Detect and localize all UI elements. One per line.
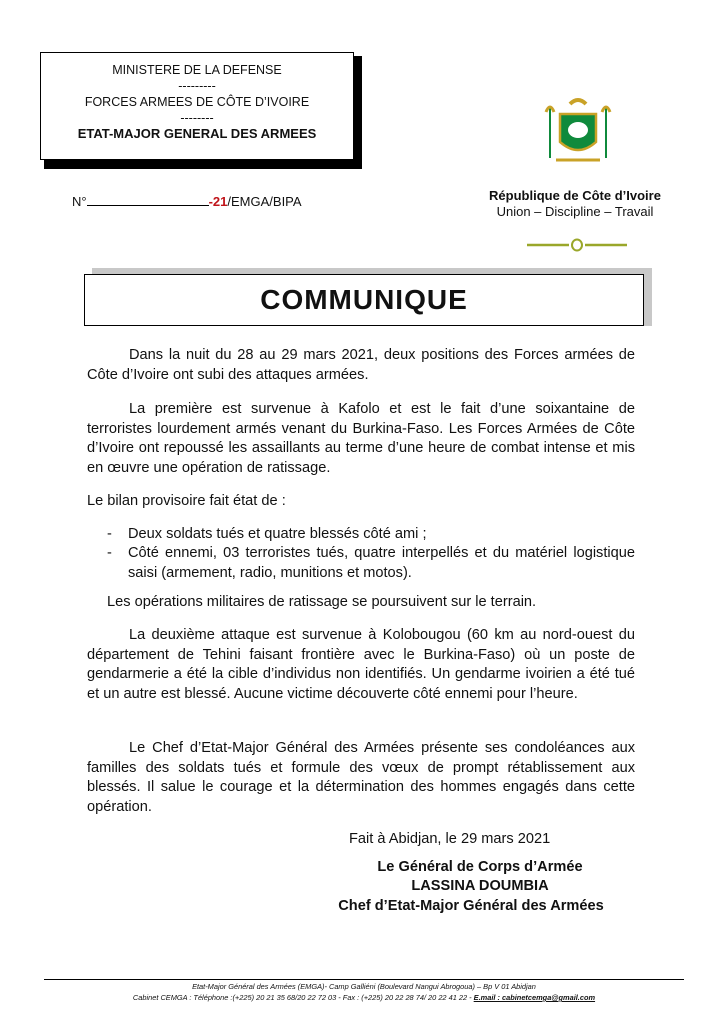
list-item — [107, 544, 635, 583]
reference-number — [72, 194, 302, 209]
reference-blank — [87, 195, 209, 206]
republic-title: République de Côte d’Ivoire — [489, 188, 661, 203]
list-item-text: Côté ennemi, 03 terroristes tués, quatre interpellés et du matériel logistique saisi (armement, radio, munitions et motos). — [128, 545, 635, 581]
list-dash: - — [107, 545, 112, 561]
header-box — [40, 52, 354, 160]
footer-address: Etat-Major Général des Armées (EMGA)- Camp Galliéni (Boulevard Nangui Abrogoua) – Bp V 01 Abidjan — [192, 982, 536, 991]
place-date: Fait à Abidjan, le 29 mars 2021 — [349, 831, 551, 847]
ministry-label: MINISTERE DE LA DEFENSE — [112, 63, 282, 77]
list-dash: - — [107, 526, 112, 542]
republic-block — [460, 188, 690, 220]
signatory-name: LASSINA DOUMBIA — [411, 878, 549, 894]
paragraph-condolences: Le Chef d’Etat-Major Général des Armées présente ses condoléances aux familles des soldats tués et formule des vœux de prompt rétablissement aux blessés. Il salue le courage et la détermination des hommes engagés dans cette opération. — [87, 740, 635, 815]
footer-contact — [44, 993, 684, 1002]
motto-ornament-icon — [527, 238, 627, 252]
list-item-text: Deux soldats tués et quatre blessés côté ami ; — [128, 526, 427, 542]
paragraph-operations: Les opérations militaires de ratissage se poursuivent sur le terrain. — [107, 594, 537, 610]
list-item — [107, 525, 635, 545]
header-separator: -------- — [180, 111, 214, 125]
paragraph-bilan: Le bilan provisoire fait état de : — [87, 493, 286, 509]
communique-title: COMMUNIQUE — [84, 274, 644, 326]
footer-email: E.mail : cabinetcemga@gmail.com — [473, 993, 596, 1002]
header-separator: --------- — [178, 79, 216, 93]
paragraph-first-attack: La première est survenue à Kafolo et est le fait d’une soixantaine de terroristes lourdement armés venant du Burkina-Faso. Les Forces Armées de Côte d’Ivoire ont repoussé les assaillants au terme d’une heure de combat intense et mis en œuvre une opération de ratissage. — [87, 401, 635, 476]
reference-year: -21 — [208, 194, 228, 209]
footer-phone-fax: Cabinet CEMGA : Téléphone :(+225) 20 21 35 68/20 22 72 03 - Fax : (+225) 20 22 28 74/ 20 22 41 22 - — [132, 993, 474, 1002]
footer-divider — [44, 979, 684, 980]
etat-major-label: ETAT-MAJOR GENERAL DES ARMEES — [77, 126, 317, 141]
paragraph-second-attack: La deuxième attaque est survenue à Kolobougou (60 km au nord-ouest du département de Tehini faisant frontière avec le Burkina-Faso) où un poste de gendarmerie a été la cible d’individus non identifiés. Un gendarme ivoirien a été tué et un autre est blessé. Aucune victime découverte côté ennemi pour l’heure. — [87, 627, 635, 702]
communique-shadow-right — [644, 276, 652, 326]
reference-suffix: /EMGA/BIPA — [227, 194, 302, 209]
signatory-title: Chef d’Etat-Major Général des Armées — [338, 898, 604, 914]
republic-motto: Union – Discipline – Travail — [496, 204, 654, 219]
signatory-rank: Le Général de Corps d’Armée — [377, 859, 583, 875]
paragraph-intro: Dans la nuit du 28 au 29 mars 2021, deux positions des Forces armées de Côte d’Ivoire ont subi des attaques armées. — [87, 347, 635, 383]
reference-prefix: N° — [72, 194, 87, 209]
coat-of-arms-icon — [540, 98, 616, 168]
forces-label: FORCES ARMEES DE CÔTE D’IVOIRE — [84, 95, 310, 109]
